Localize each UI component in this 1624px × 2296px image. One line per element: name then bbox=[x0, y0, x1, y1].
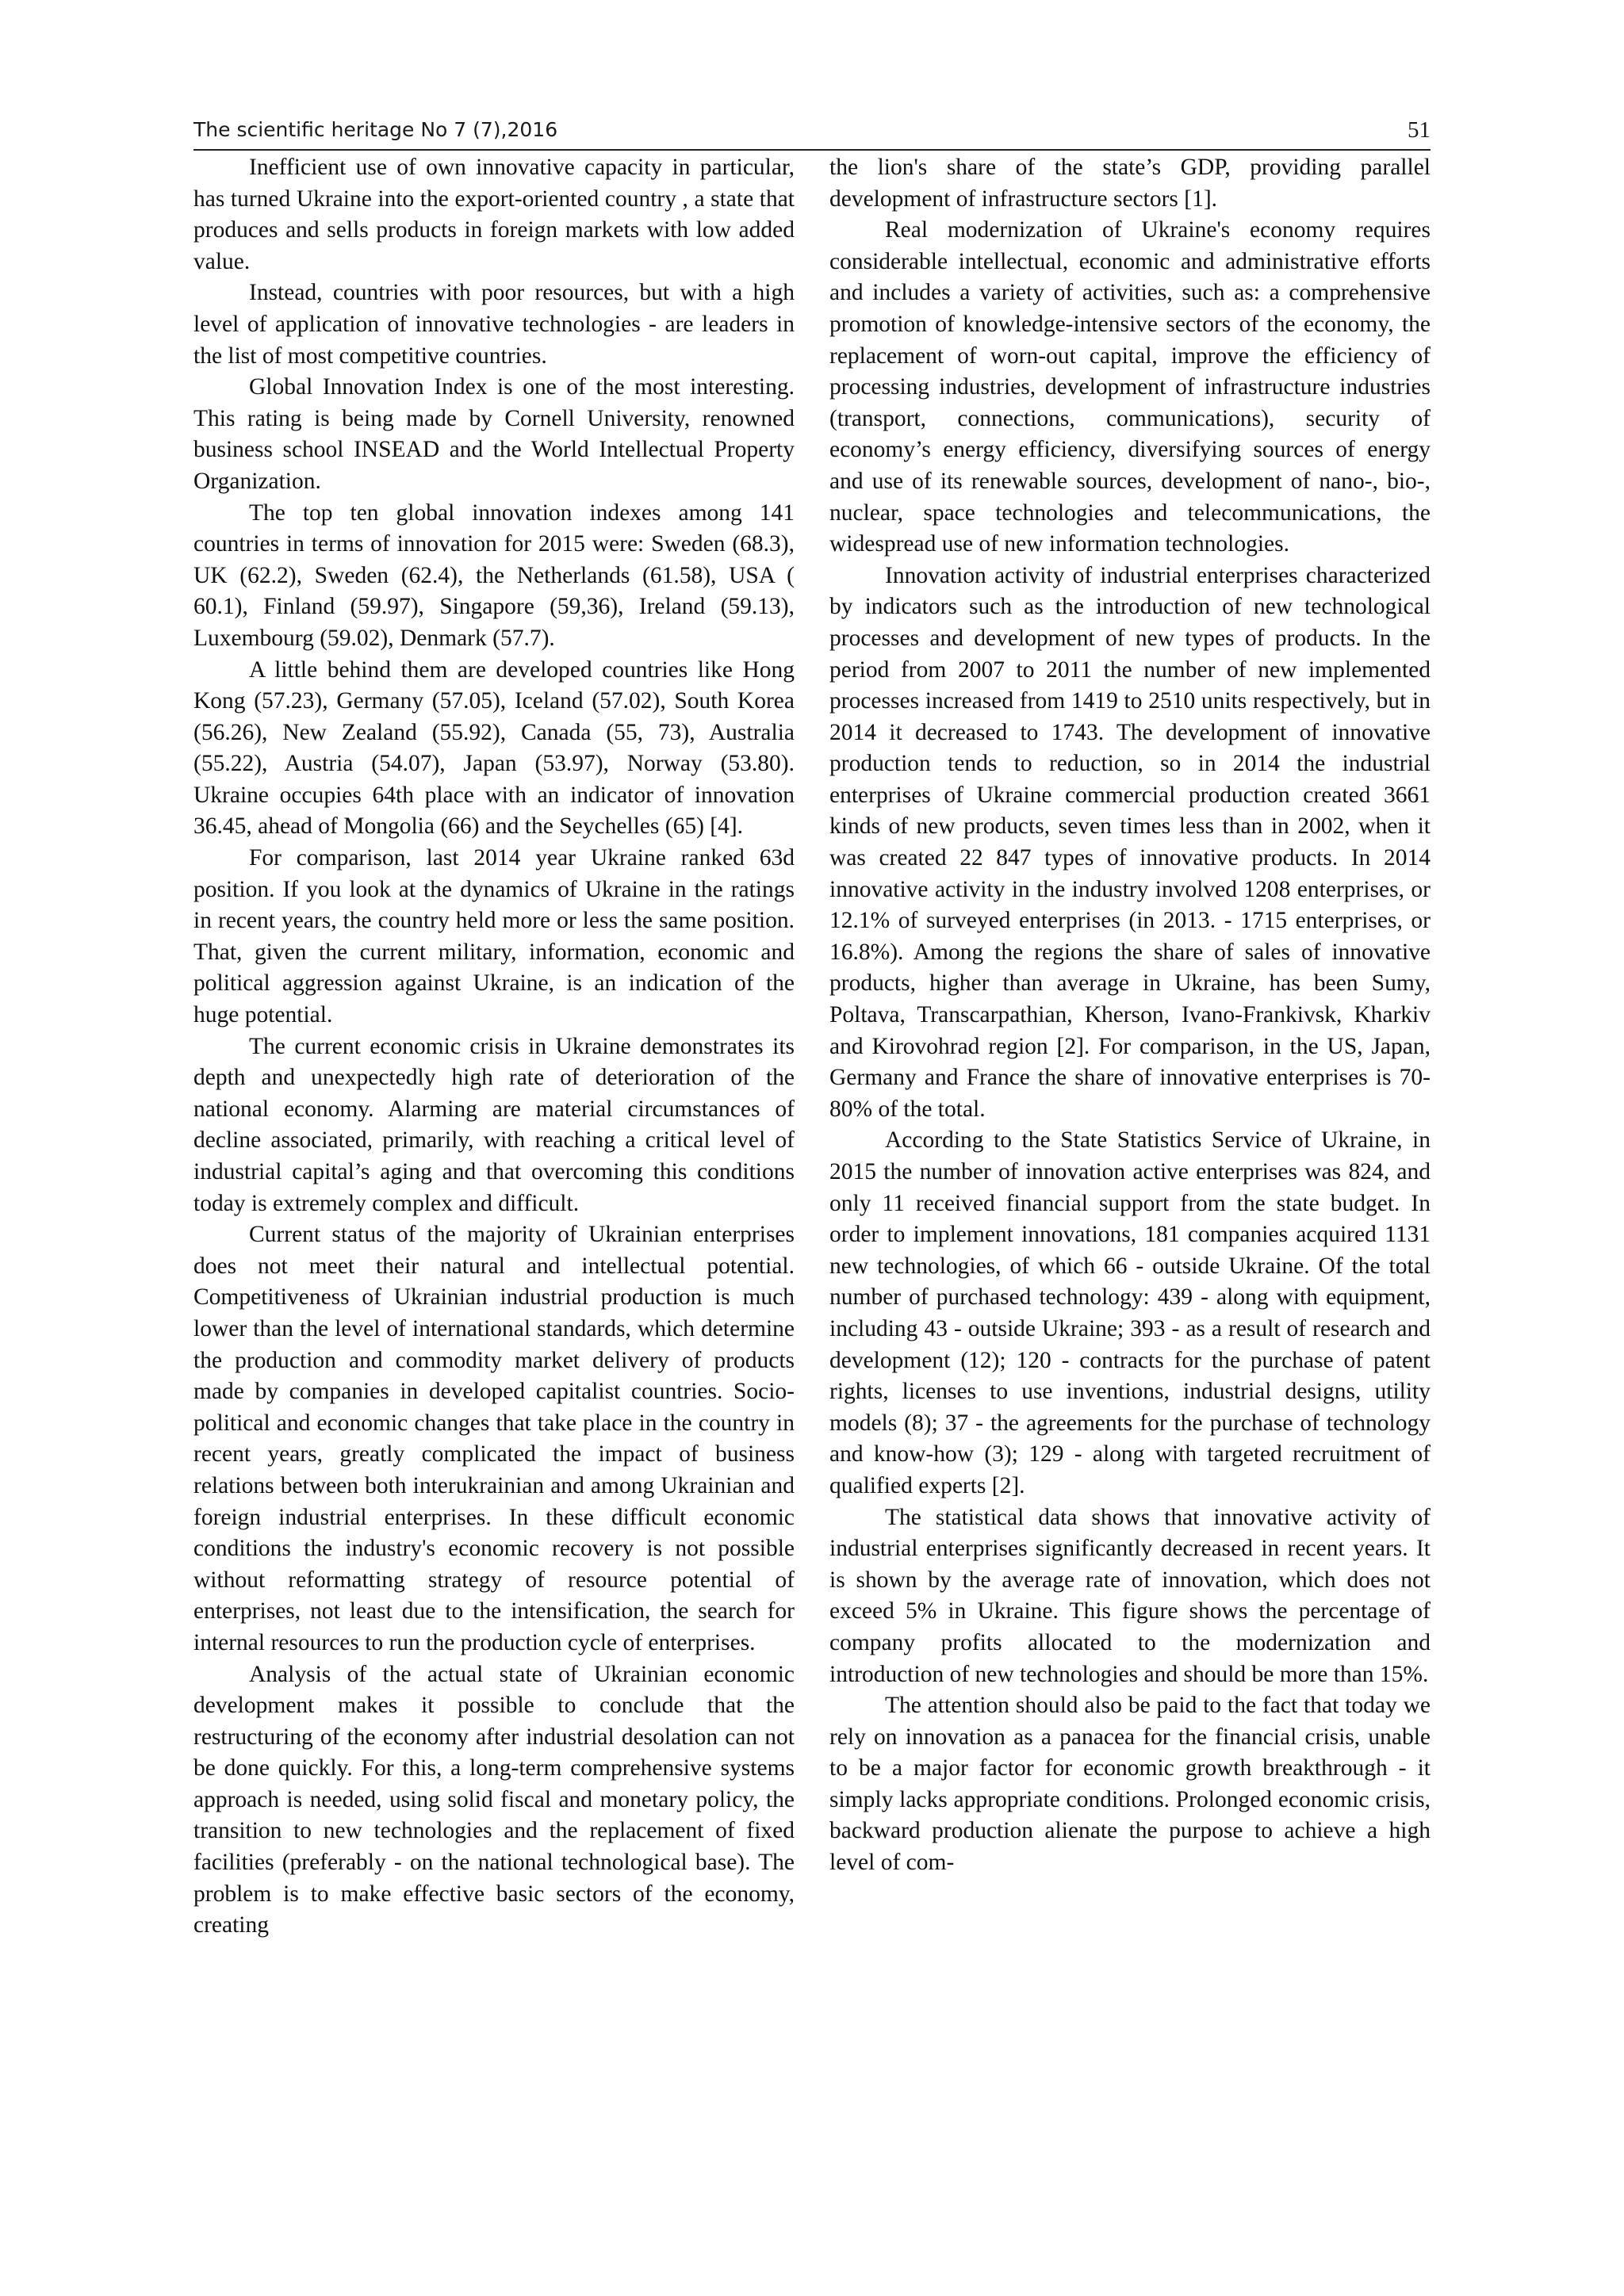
paragraph: A little behind them are developed countries like Hong Kong (57.23), Germany (57.05), Iceland (57.02), South Korea (56.26), New Zealand (55.92), Canada (55, 73), Australia (55.22), Austria (54.07), Japan (53.97), Norway (53.80). Ukraine occupies 64th place with an indicator of innovation 36.45, ahead of Mongolia (66) and the Seychelles (65) [4]. bbox=[193, 656, 795, 840]
running-header bbox=[193, 113, 1431, 151]
left-column bbox=[193, 152, 795, 2166]
paragraph: Analysis of the actual state of Ukrainian economic development makes it possible to conclude that the restructuring of the economy after industrial desolation can not be done quickly. For this, a long-term comprehensive systems approach is needed, using solid fiscal and monetary policy, the transition to new technologies and the replacement of fixed facilities (preferably - on the national technological base). The problem is to make effective basic sectors of the economy, creating bbox=[193, 1661, 795, 1938]
paragraph: Real modernization of Ukraine's economy requires considerable intellectual, economic and administrative efforts and includes a variety of activities, such as: a comprehensive promotion of knowledge-intensive sectors of the economy, the replacement of worn-out capital, improve the efficiency of processing industries, development of infrastructure industries (transport, connections, communications), security of economy’s energy efficiency, diversifying sources of energy and use of its renewable sources, development of nano-, bio-, nuclear, space technologies and telecommunications, the widespread use of new information technologies. bbox=[829, 217, 1431, 557]
paragraph: Instead, countries with poor resources, but with a high level of application of innovative technologies - are leaders in the list of most competitive countries. bbox=[193, 280, 795, 369]
paragraph-continuation: the lion's share of the state’s GDP, providing parallel development of infrastructure sectors [1]. bbox=[829, 155, 1431, 212]
journal-title: The scientific heritage No 7 (7),2016 bbox=[193, 118, 558, 141]
paragraph: The attention should also be paid to the fact that today we rely on innovation as a panacea for the financial crisis, unable to be a major factor for economic growth breakthrough - it simply lacks appropriate conditions. Prolonged economic crisis, backward production alienate the purpose to achieve a high level of com- bbox=[829, 1693, 1431, 1876]
paragraph: Innovation activity of industrial enterprises characterized by indicators such as the introduction of new technological processes and development of new types of products. In the period from 2007 to 2011 the number of new implemented processes increased from 1419 to 2510 units respectively, but in 2014 it decreased to 1743. The development of innovative production tends to reduction, so in 2014 the industrial enterprises of Ukraine commercial production created 3661 kinds of new products, seven times less than in 2002, when it was created 22 847 types of innovative products. In 2014 innovative activity in the industry involved 1208 enterprises, or 12.1% of surveyed enterprises (in 2013. - 1715 enterprises, or 16.8%). Among the regions the share of sales of innovative products, higher than average in Ukraine, has been Sumy, Poltava, Transcarpathian, Kherson, Ivano-Frankivsk, Kharkiv and Kirovohrad region [2]. For comparison, in the US, Japan, Germany and France the share of innovative enterprises is 70-80% of the total. bbox=[829, 562, 1431, 1122]
paragraph: For comparison, last 2014 year Ukraine ranked 63d position. If you look at the dynamics of Ukraine in the ratings in recent years, the country held more or less the same position. That, given the current military, information, economic and political aggression against Ukraine, is an indication of the huge potential. bbox=[193, 845, 795, 1028]
paragraph: The top ten global innovation indexes among 141 countries in terms of innovation for 2015 were: Sweden (68.3), UK (62.2), Sweden (62.4), the Netherlands (61.58), USA ( 60.1), Finland (59.97), Singapore (59,36), Ireland (59.13), Luxembourg (59.02), Denmark (57.7). bbox=[193, 499, 795, 651]
right-column bbox=[829, 152, 1431, 2166]
page-number: 51 bbox=[1408, 117, 1431, 143]
paragraph: Inefficient use of own innovative capacity in particular, has turned Ukraine into the export-oriented country , a state that produces and sells products in foreign markets with low added value. bbox=[193, 155, 795, 274]
paragraph: According to the State Statistics Service of Ukraine, in 2015 the number of innovation active enterprises was 824, and only 11 received financial support from the state budget. In order to implement innovations, 181 companies acquired 1131 new technologies, of which 66 - outside Ukraine. Of the total number of purchased technology: 439 - along with equipment, including 43 - outside Ukraine; 393 - as a result of research and development (12); 120 - contracts for the purchase of patent rights, licenses to use inventions, industrial designs, utility models (8); 37 - the agreements for the purchase of technology and know-how (3); 129 - along with targeted recruitment of qualified experts [2]. bbox=[829, 1127, 1431, 1498]
paragraph: The statistical data shows that innovative activity of industrial enterprises significantly decreased in recent years. It is shown by the average rate of innovation, which does not exceed 5% in Ukraine. This figure shows the percentage of company profits allocated to the modernization and introduction of new technologies and should be more than 15%. bbox=[829, 1504, 1431, 1687]
paragraph: Current status of the majority of Ukrainian enterprises does not meet their natural and intellectual potential. Competitiveness of Ukrainian industrial production is much lower than the level of international standards, which determine the production and commodity market delivery of products made by companies in developed capitalist countries. Socio-political and economic changes that take place in the country in recent years, greatly complicated the impact of business relations between both interukrainian and among Ukrainian and foreign industrial enterprises. In these difficult economic conditions the industry's economic recovery is not possible without reformatting strategy of resource potential of enterprises, not least due to the intensification, the search for internal resources to run the production cycle of enterprises. bbox=[193, 1222, 795, 1655]
paragraph: The current economic crisis in Ukraine demonstrates its depth and unexpectedly high rate of deterioration of the national economy. Alarming are material circumstances of decline associated, primarily, with reaching a critical level of industrial capital’s aging and that overcoming this conditions today is extremely complex and difficult. bbox=[193, 1033, 795, 1216]
paragraph: Global Innovation Index is one of the most interesting. This rating is being made by Cornell University, renowned business school INSEAD and the World Intellectual Property Organization. bbox=[193, 374, 795, 494]
